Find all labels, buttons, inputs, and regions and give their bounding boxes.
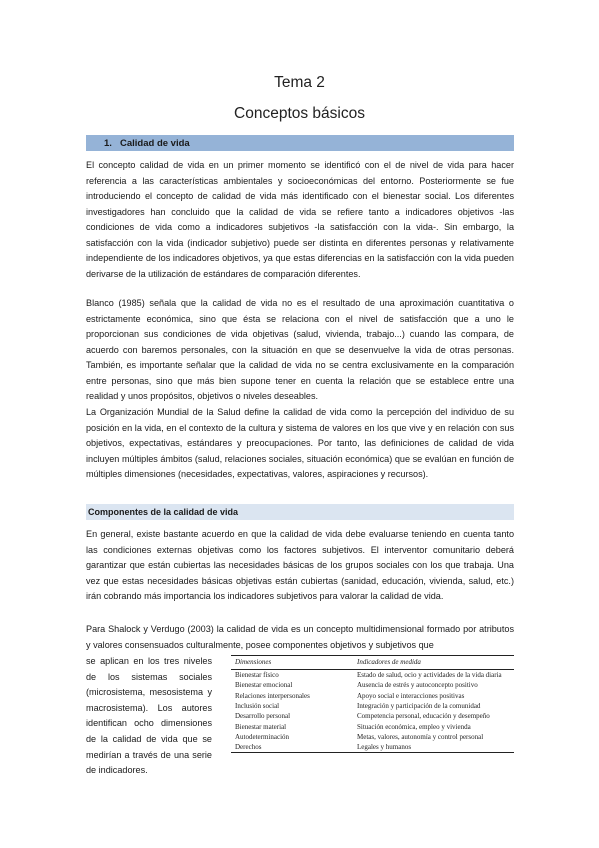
table-row — [231, 742, 514, 753]
table-row — [231, 721, 514, 731]
chapter-number: Tema 2 — [274, 74, 325, 91]
paragraph-6: se aplican en los tres niveles de los sistemas sociales (microsistema, mesosistema y macrosistema). Los autores identifican ocho dimensiones de la calidad de vida que se medirían a través de una serie de indicadores. — [86, 656, 212, 776]
chapter-title: Conceptos básicos — [234, 105, 365, 122]
table-cell-indicator: Situación económica, empleo y vivienda — [357, 722, 471, 731]
table-row — [231, 680, 514, 690]
table-cell-indicator: Estado de salud, ocio y actividades de la vida diaria — [357, 671, 502, 680]
table-cell-dimension: Relaciones interpersonales — [235, 691, 310, 700]
section-heading-calidad-de-vida — [86, 135, 514, 151]
table-header-row — [231, 656, 514, 670]
table-row — [231, 711, 514, 721]
table-cell-dimension: Autodeterminación — [235, 732, 290, 741]
table-cell-indicator: Ausencia de estrés y autoconcepto positivo — [357, 681, 478, 690]
table-cell-dimension: Bienestar material — [235, 722, 287, 731]
indicators-table — [231, 655, 514, 753]
table-cell-indicator: Apoyo social e interacciones positivas — [357, 691, 465, 700]
table-cell-dimension: Inclusión social — [235, 702, 280, 711]
table-cell-dimension: Bienestar emocional — [235, 681, 293, 690]
subsection-title: Componentes de la calidad de vida — [88, 507, 239, 517]
table-cell-dimension: Derechos — [231, 742, 355, 753]
table-cell-dimension: Bienestar físico — [235, 671, 279, 680]
table-row — [231, 691, 514, 701]
column-header-dimensiones: Dimensiones — [231, 656, 355, 670]
table-cell-dimension: Desarrollo personal — [235, 712, 291, 721]
section-title: Calidad de vida — [120, 137, 190, 149]
table-row — [231, 701, 514, 711]
table-row — [231, 732, 514, 742]
section-number: 1. — [104, 137, 112, 149]
table-cell-indicator: Integración y participación de la comunidad — [357, 702, 481, 711]
paragraph-3: La Organización Mundial de la Salud define la calidad de vida como la percepción del individuo de su posición en la vida, en el contexto de la cultura y sistema de valores en los que vive y en relación con sus objetivos, expectativas, estándares y preocupaciones. Por tanto, las definiciones de calidad de vida incluyen múltiples ámbitos (salud, relaciones sociales, situación económica) que se evalúan en función de múltiples dimensiones (necesidades, expectativas, valores, aspiraciones y recursos). — [86, 407, 514, 479]
paragraph-4: En general, existe bastante acuerdo en que la calidad de vida debe evaluarse teniendo en cuenta tanto las condiciones externas objetivas como los factores subjetivos. El interventor comunitario deberá garantizar que están cubiertas las necesidades básicas de los grupos sociales con los que trabaja. Una vez que estas necesidades básicas objetivas están cubiertas (sanidad, educación, vivienda, salud, etc.) irán cobrando más importancia los indicadores subjetivos para valorar la calidad de vida. — [86, 529, 514, 601]
table-row — [231, 670, 514, 681]
table-cell-indicator: Competencia personal, educación y desempeño — [357, 712, 490, 721]
column-header-indicadores: Indicadores de medida — [355, 656, 514, 670]
subsection-heading-componentes — [86, 504, 514, 520]
paragraph-1: El concepto calidad de vida en un primer momento se identificó con el de nivel de vida para hacer referencia a las características ambientales y socioeconómicas del entorno. Posteriormente se fue introduciendo el concepto de calidad de vida más identificado con el bienestar social. Los diferentes investigadores han concluido que la calidad de vida se refiere tanto a indicadores objetivos -las condiciones de vida como a indicadores subjetivos -la satisfacción con la vida-. Sin embargo, la satisfacción con la vida (indicador subjetivo) puede ser distinta en diferentes personas y relativamente independiente de los indicadores objetivos, ya que estas diferencias en la satisfacción con la vida pueden derivarse de la utilización de estándares de comparación diferentes. — [86, 160, 514, 279]
table-cell-indicator: Legales y humanos — [355, 742, 514, 753]
paragraph-2: Blanco (1985) señala que la calidad de vida no es el resultado de una aproximación cuantitativa o estrictamente económica, sino que ésta se relaciona con el nivel de satisfacción que a uno le proporcionan sus condiciones de vida objetivas (salud, vivienda, trabajo...) cuando las compara, de acuerdo con baremos personales, con la situación en que se desenvuelve la vida de otras personas. También, es importante señalar que la calidad de vida no se centra exclusivamente en la comparación entre personas, sino que más bien supone tener en cuenta la relación que se establece entre una realidad y unos propósitos, objetivos o niveles deseables. — [86, 298, 514, 401]
paragraph-5: Para Shalock y Verdugo (2003) la calidad de vida es un concepto multidimensional formado por atributos y valores consensuados culturalmente, posee componentes objetivos y subjetivos que — [86, 624, 514, 650]
table-cell-indicator: Metas, valores, autonomía y control personal — [357, 732, 484, 741]
